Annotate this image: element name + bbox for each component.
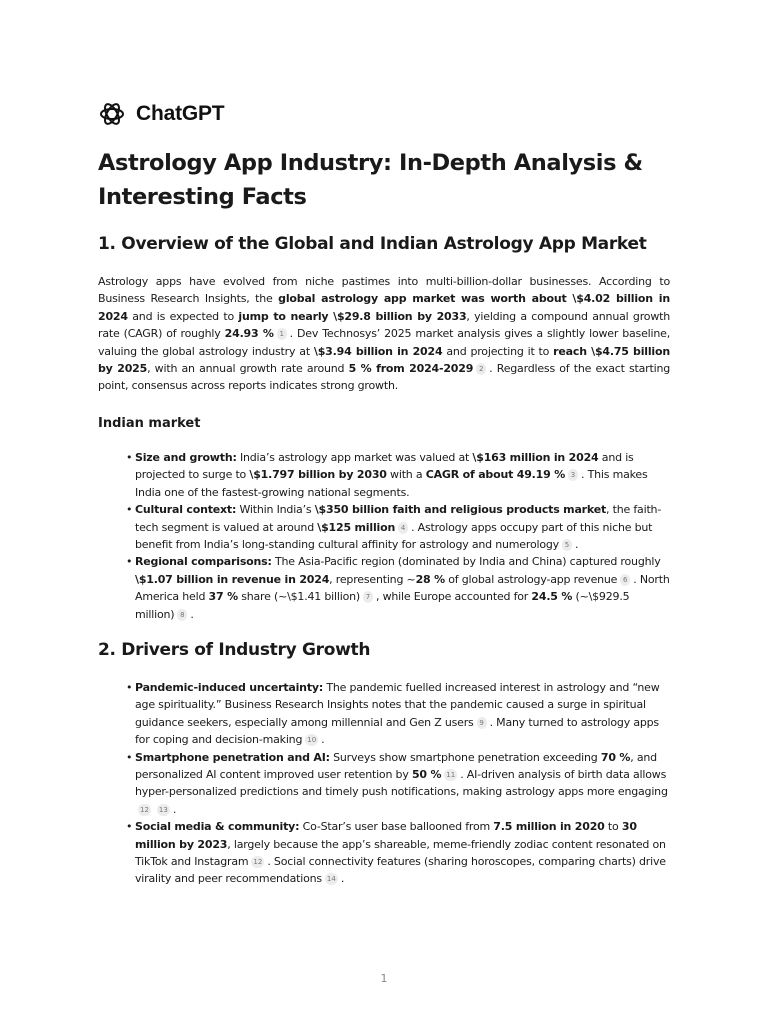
citation-badge[interactable]: 6 <box>620 574 630 586</box>
brand-header <box>98 100 224 128</box>
citation-badge[interactable]: 1 <box>277 328 287 340</box>
list-item: • Social media & community: Co-Star’s user base ballooned from 7.5 million in 2020 to 30 million by 2023, largely because the app’s shareable, meme-friendly zodiac content resonated on TikTok and Instagram 12 . Social connectivity features (sharing horoscopes, comparing charts) drive virality and peer recommendations 14 . <box>126 818 670 888</box>
citation-badge[interactable]: 4 <box>398 522 408 534</box>
indian-market-heading: Indian market <box>98 416 201 431</box>
citation-badge[interactable]: 7 <box>363 591 373 603</box>
citation-badge[interactable]: 13 <box>158 805 168 814</box>
indian-market-list <box>126 449 670 623</box>
citation-badge[interactable]: 10 <box>307 736 317 745</box>
list-item: • Size and growth: India’s astrology app market was valued at \$163 million in 2024 and is projected to surge to \$1.797 billion by 2030 with a CAGR of about 49.19 % 3 . This makes India one of the fastest-growing national segments. <box>126 449 670 501</box>
citation-badge[interactable]: 14 <box>326 875 336 884</box>
citation-badge[interactable]: 11 <box>446 771 456 780</box>
citation-badge[interactable]: 9 <box>477 717 487 729</box>
section-2-heading: 2. Drivers of Industry Growth <box>98 640 371 660</box>
citation-badge[interactable]: 5 <box>562 539 572 551</box>
list-item: • Regional comparisons: The Asia-Pacific region (dominated by India and China) captured roughly \$1.07 billion in revenue in 2024, representing ~28 % of global astrology-app revenue 6 . North America held 37 % share (~\$1.41 billion) 7 , while Europe accounted for 24.5 % (~\$929.5 million) 8 . <box>126 553 670 623</box>
citation-badge[interactable]: 8 <box>177 609 187 621</box>
citation-badge[interactable]: 12 <box>253 858 263 867</box>
brand-name: ChatGPT <box>136 102 225 125</box>
citation-badge[interactable]: 2 <box>476 363 486 375</box>
list-item: • Smartphone penetration and AI: Surveys show smartphone penetration exceeding 70 %, and personalized AI content improved user retention by 50 % 11 . AI-driven analysis of birth data allows hyper-personalized predictions and timely push notifications, making astrology apps more engaging12 13 . <box>126 749 670 819</box>
document-title: Astrology App Industry: In-Depth Analysis & Interesting Facts <box>98 150 643 210</box>
citation-badge[interactable]: 3 <box>568 469 578 481</box>
list-item: • Pandemic-induced uncertainty: The pandemic fuelled increased interest in astrology and “new age spirituality.” Business Research Insights notes that the pandemic caused a surge in spiritual guidance seekers, especially among millennial and Gen Z users 9 . Many turned to astrology apps for coping and decision-making 10 . <box>126 679 670 749</box>
overview-paragraph: Astrology apps have evolved from niche pastimes into multi-billion-dollar businesses. According to Business Research Insights, the global astrology app market was worth about \$4.02 billion in 2024 and is expected to jump to nearly \$29.8 billion by 2033, yielding a compound annual growth rate (CAGR) of roughly 24.93 % 1 . Dev Technosys’ 2025 market analysis gives a slightly lower baseline, valuing the global astrology industry at \$3.94 billion in 2024 and projecting it to reach \$4.75 billion by 2025, with an annual growth rate around 5 % from 2024-2029 2 . Regardless of the exact starting point, consensus across reports indicates strong growth. <box>98 275 671 393</box>
page-number: 1 <box>380 972 388 985</box>
section-1-heading: 1. Overview of the Global and Indian Astrology App Market <box>98 234 647 254</box>
openai-logo-icon <box>98 100 126 128</box>
growth-drivers-list <box>126 679 670 888</box>
list-item: • Cultural context: Within India’s \$350 billion faith and religious products market, the faith-tech segment is valued at around \$125 million 4 . Astrology apps occupy part of this niche but benefit from India’s long-standing cultural affinity for astrology and numerology 5 . <box>126 501 670 553</box>
citation-badge[interactable]: 12 <box>140 805 149 814</box>
